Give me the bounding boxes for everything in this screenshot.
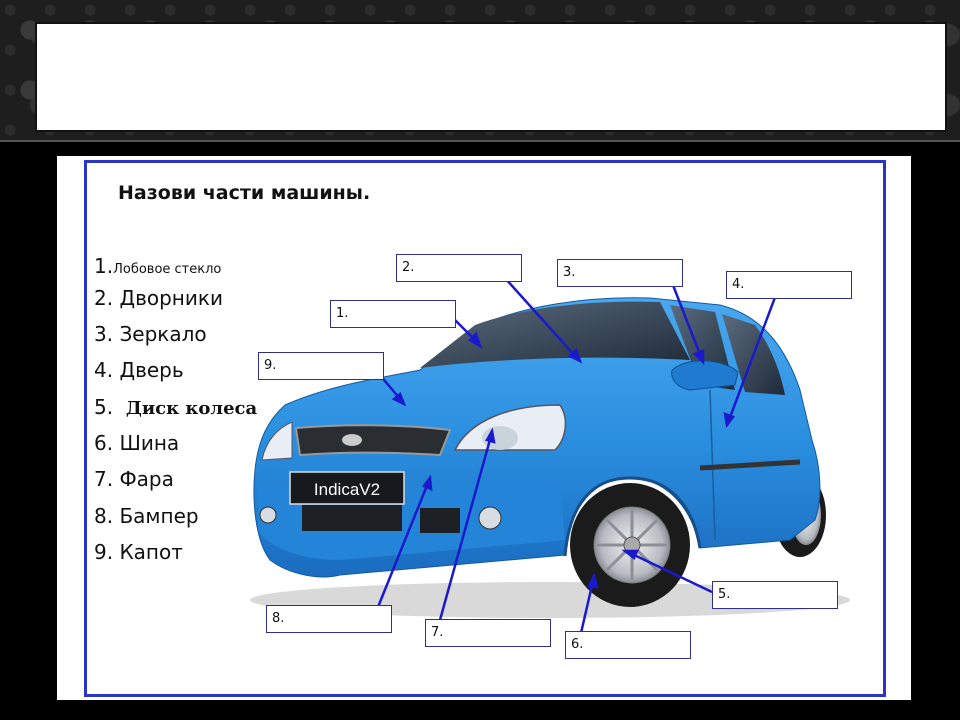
list-item: 2. Дворники — [94, 286, 223, 310]
list-item: 9. Капот — [94, 540, 183, 564]
list-item: 6. Шина — [94, 431, 180, 455]
list-item: 4. Дверь — [94, 358, 184, 382]
list-item: 5. Диск колеса — [94, 395, 258, 419]
answer-box-6[interactable]: 6. — [565, 631, 691, 659]
answer-box-4[interactable]: 4. — [726, 271, 852, 299]
answer-box-1[interactable]: 1. — [330, 300, 456, 328]
answer-box-5[interactable]: 5. — [712, 581, 838, 609]
answer-box-7[interactable]: 7. — [425, 619, 551, 647]
answer-box-8[interactable]: 8. — [266, 605, 392, 633]
worksheet-frame — [84, 160, 886, 697]
list-item: 3. Зеркало — [94, 322, 207, 346]
answer-box-2[interactable]: 2. — [396, 254, 522, 282]
list-item: 1.Лобовое стекло — [94, 254, 222, 278]
plate-text: IndicaV2 — [313, 480, 381, 499]
answer-box-3[interactable]: 3. — [557, 259, 683, 287]
list-item: 7. Фара — [94, 467, 174, 491]
list-item: 8. Бампер — [94, 504, 199, 528]
worksheet-title: Назови части машины. — [118, 182, 371, 204]
answer-box-9[interactable]: 9. — [258, 352, 384, 380]
